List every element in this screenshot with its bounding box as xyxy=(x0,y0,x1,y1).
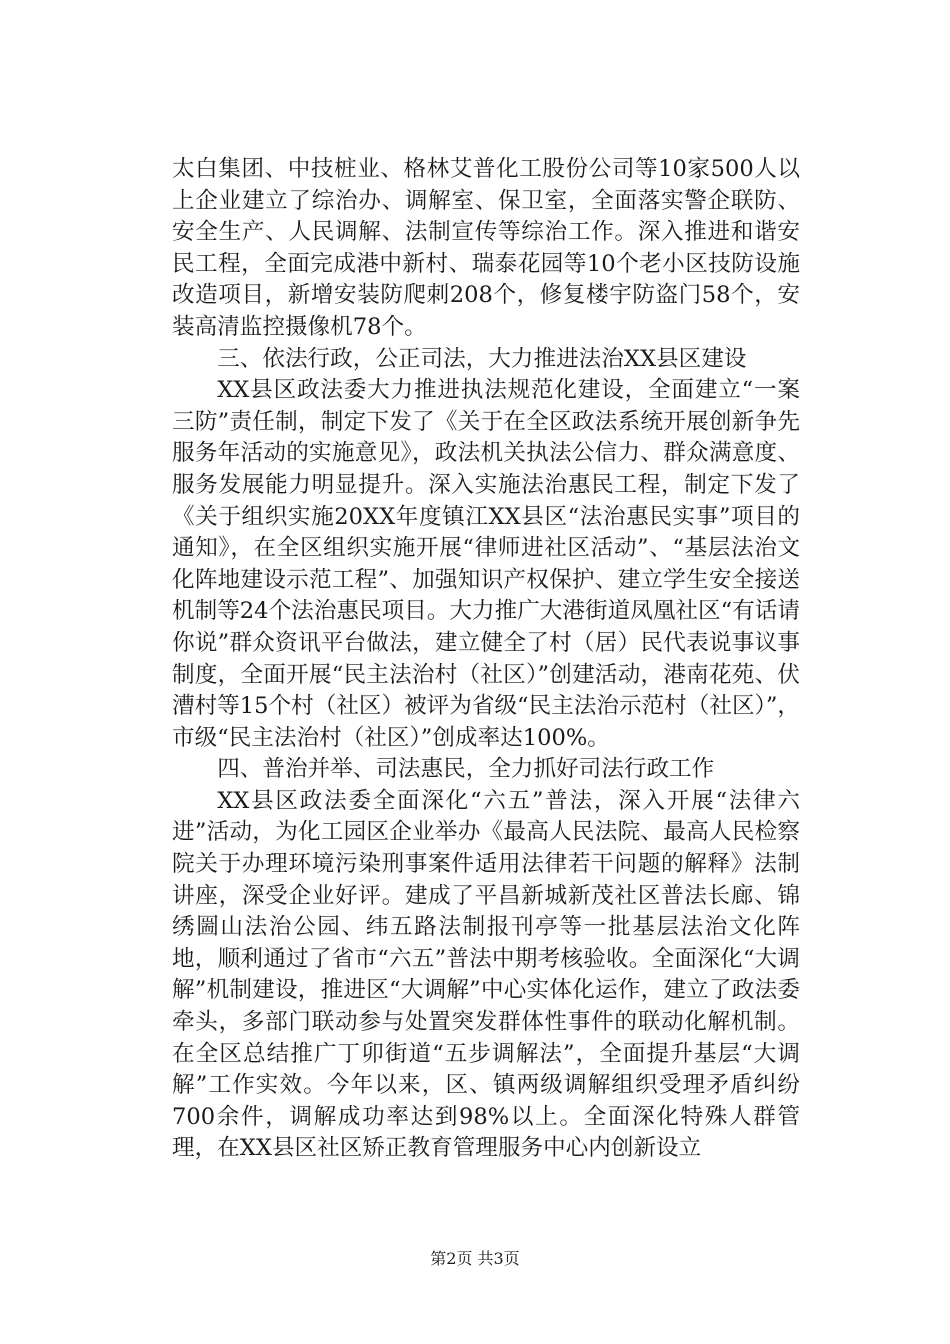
document-body xyxy=(172,154,800,1165)
page-number-footer: 第2页 共3页 xyxy=(430,1249,520,1268)
paragraph-judicial-admin: XX县区政法委全面深化“六五”普法，深入开展“法律六进”活动，为化工园区企业举办《最高人民法院、最高人民检察院关于办理环境污染刑事案件适用法律若干问题的解释》法制讲座，深受企业好评。建成了平昌新城新茂社区普法长廊、锦绣圌山法治公园、纬五路法制报刊亭等一批基层法治文化阵地，顺利通过了省市“六五”普法中期考核验收。全面深化“大调解”机制建设，推进区“大调解”中心实体化运作，建立了政法委牵头，多部门联动参与处置突发群体性事件的联动化解机制。在全区总结推广丁卯街道“五步调解法”，全面提升基层“大调解”工作实效。今年以来，区、镇两级调解组织受理矛盾纠纷700余件，调解成功率达到98%以上。全面深化特殊人群管理，在XX县区社区矫正教育管理服务中心内创新设立 xyxy=(172,787,800,1162)
paragraph-rule-of-law: XX县区政法委大力推进执法规范化建设，全面建立“一案三防”责任制，制定下发了《关于在全区政法系统开展创新争先服务年活动的实施意见》，政法机关执法公信力、群众满意度、服务发展能力明显提升。深入实施法治惠民工程，制定下发了《关于组织实施20XX年度镇江XX县区“法治惠民实事”项目的通知》，在全区组织实施开展“律师进社区活动”、“基层法治文化阵地建设示范工程”、加强知识产权保护、建立学生安全接送机制等24个法治惠民项目。大力推广大港街道凤凰社区“有话请你说”群众资讯平台做法，建立健全了村（居）民代表说事议事制度，全面开展“民主法治村（社区）”创建活动，港南花苑、伏漕村等15个村（社区）被评为省级“民主法治示范村（社区）”，市级“民主法治村（社区）”创成率达100%。 xyxy=(172,377,800,751)
paragraph-enterprise-security: 太白集团、中技桩业、格林艾普化工股份公司等10家500人以上企业建立了综治办、调解室、保卫室，全面落实警企联防、安全生产、人民调解、法制宣传等综治工作。深入推进和谐安民工程，全面完成港中新村、瑞泰花园等10个老小区技防设施改造项目，新增安装防爬刺208个，修复楼宇防盗门58个，安装高清监控摄像机78个。 xyxy=(172,156,800,340)
section-heading-4: 四、普治并举、司法惠民，全力抓好司法行政工作 xyxy=(217,756,715,783)
section-heading-3: 三、依法行政，公正司法，大力推进法治XX县区建设 xyxy=(217,345,747,372)
